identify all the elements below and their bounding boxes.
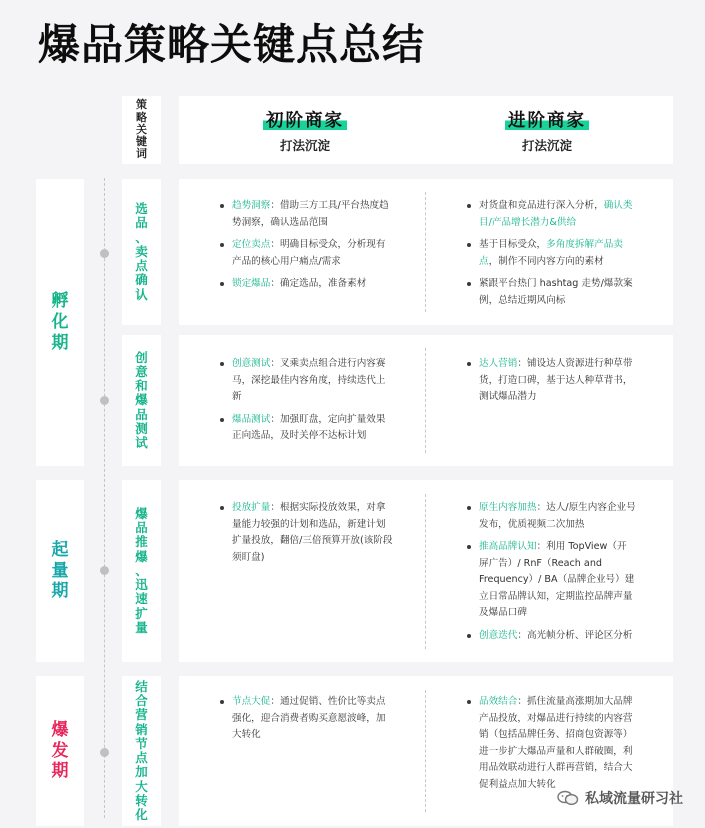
timeline-dot bbox=[100, 396, 109, 405]
col1-title: 初阶商家 bbox=[263, 107, 347, 132]
bullet-item: 投放扩量：根据实际投放效果，对拿量能力较强的计划和选品，新建计划扩量投放，翻倍/三倍预算开放(该阶段须盯盘) bbox=[219, 500, 395, 566]
bullet-item: 创意迭代：高光帧分析、评论区分析 bbox=[466, 628, 636, 645]
bullet-item: 原生内容加热：达人/原生内容企业号发布，优质视频二次加热 bbox=[466, 500, 636, 533]
bullet-item: 达人营销：铺设达人资源进行种草带货，打造口碑，基于达人种草背书，测试爆品潜力 bbox=[466, 356, 636, 406]
keyword-label: 创 意 和 爆 品 测 试 bbox=[135, 349, 148, 451]
keyword-label: 结 合 营 销 节 点 加 大 转 化 bbox=[135, 678, 148, 822]
keyword-card bbox=[122, 335, 161, 466]
wechat-icon bbox=[557, 790, 579, 806]
keyword-column-header bbox=[122, 96, 161, 164]
row1-col1-list bbox=[219, 198, 395, 299]
bullet-item: 定位卖点：明确目标受众，分析现有产品的核心用户痛点/需求 bbox=[219, 237, 395, 270]
keyword-card bbox=[122, 480, 161, 662]
row4-col2-list bbox=[466, 694, 636, 799]
timeline-line bbox=[104, 178, 105, 818]
keyword-label: 爆 品 推 爆 、 迅 速 扩 量 bbox=[135, 505, 148, 635]
phase-label: 爆 发 期 bbox=[51, 719, 69, 782]
bullet-item: 基于目标受众，多角度拆解产品卖点，制作不同内容方向的素材 bbox=[466, 237, 636, 270]
row1-col2-list bbox=[466, 198, 636, 315]
watermark-text: 私域流量研习社 bbox=[585, 791, 683, 807]
row3-col1-list bbox=[219, 500, 395, 572]
keyword-card bbox=[122, 676, 161, 826]
column-divider bbox=[425, 494, 426, 649]
timeline-dot bbox=[100, 249, 109, 258]
col1-header bbox=[190, 104, 420, 156]
column-divider bbox=[425, 192, 426, 312]
bullet-item: 紧跟平台热门 hashtag 走势/爆款案例，总结近期风向标 bbox=[466, 276, 636, 309]
watermark bbox=[557, 788, 683, 808]
col2-subtitle: 打法沉淀 bbox=[521, 137, 572, 153]
phase-incubation bbox=[36, 179, 84, 466]
phase-label: 孵 化 期 bbox=[51, 291, 69, 353]
phase-ramp-up bbox=[36, 480, 84, 662]
bullet-item: 爆品测试：加强盯盘，定向扩量效果正向选品，及时关停不达标计划 bbox=[219, 412, 395, 445]
row4-col1-list bbox=[219, 694, 395, 750]
bullet-item: 锁定爆品：确定选品，准备素材 bbox=[219, 276, 395, 293]
row3-col2-list bbox=[466, 500, 636, 650]
phase-label: 起 量 期 bbox=[51, 539, 69, 602]
col2-header bbox=[432, 104, 662, 156]
timeline-dot bbox=[100, 748, 109, 757]
page-title: 爆品策略关键点总结 bbox=[38, 20, 426, 69]
keyword-column-header-text: 策 略 关 键 词 bbox=[136, 98, 147, 161]
col2-title: 进阶商家 bbox=[505, 107, 589, 132]
bullet-item: 品效结合：抓住流量高涨期加大品牌产品投放，对爆品进行持续的内容营销（包括品牌任务、招商包资源等）进一步扩大爆品声量和人群破圈，利用品效联动进行人群再营销，结合大促利益点加大转化 bbox=[466, 694, 636, 793]
bullet-item: 节点大促：通过促销、性价比等卖点强化，迎合消费者购买意愿波峰，加大转化 bbox=[219, 694, 395, 744]
row2-col2-list bbox=[466, 356, 636, 412]
column-divider bbox=[425, 690, 426, 812]
row2-col1-list bbox=[219, 356, 395, 451]
bullet-item: 创意测试：叉乘卖点组合进行内容赛马，深挖最佳内容角度，持续迭代上新 bbox=[219, 356, 395, 406]
bullet-item: 对货盘和竞品进行深入分析，确认类目/产品增长潜力&供给 bbox=[466, 198, 636, 231]
bullet-item: 趋势洞察：借助三方工具/平台热度趋势洞察，确认选品范围 bbox=[219, 198, 395, 231]
phase-explosion bbox=[36, 676, 84, 826]
column-divider bbox=[425, 348, 426, 453]
col1-subtitle: 打法沉淀 bbox=[279, 137, 330, 153]
keyword-label: 选 品 、 卖 点 确 认 bbox=[135, 201, 148, 302]
bullet-item: 推高品牌认知：利用 TopView（开屏广告）/ RnF（Reach and Frequency）/ BA（品牌企业号）建立日常品牌认知，定期监控品牌声量及爆品口碑 bbox=[466, 539, 636, 622]
timeline-dot bbox=[100, 566, 109, 575]
keyword-card bbox=[122, 179, 161, 325]
